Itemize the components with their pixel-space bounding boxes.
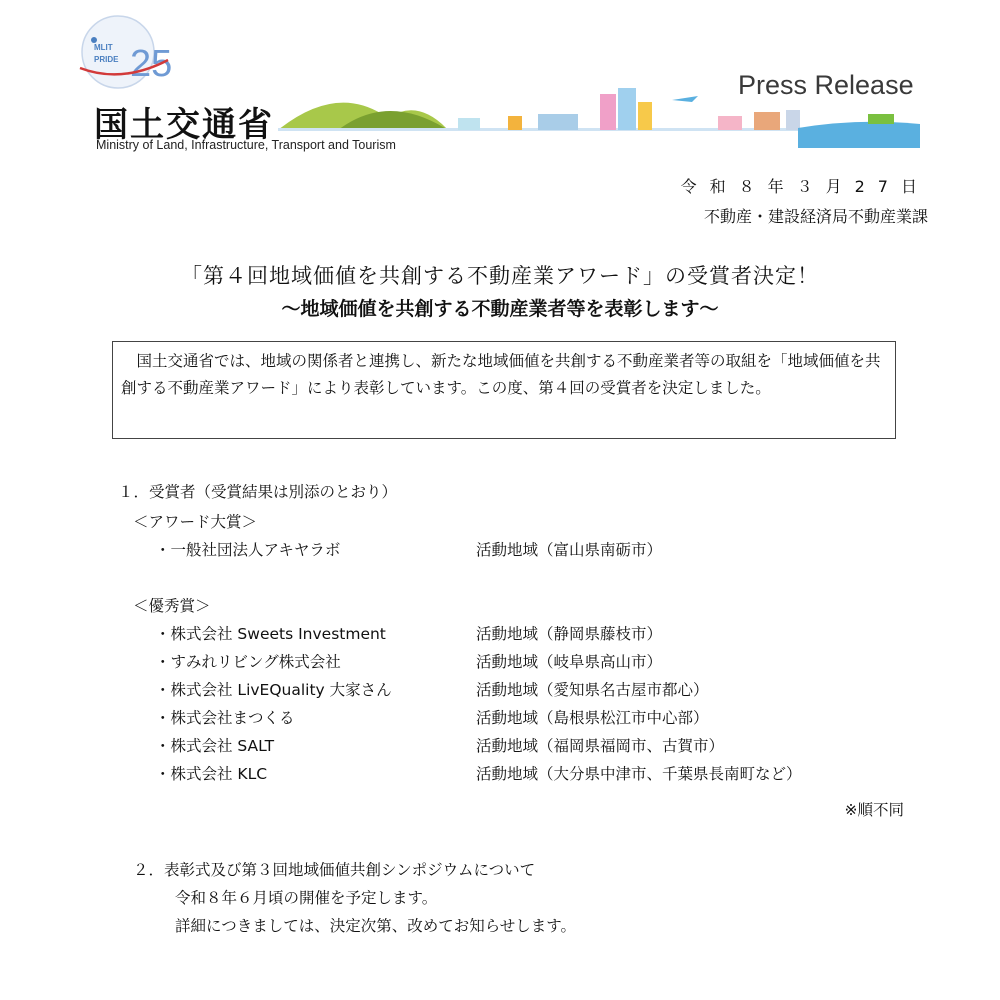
excellence-name: ・株式会社 SALT [155,737,275,755]
excellence-name: ・株式会社 LivEQuality 大家さん [155,681,392,699]
excellence-area: 活動地域（愛知県名古屋市都心） [476,681,709,699]
svg-text:MLIT: MLIT [94,43,113,52]
page-title: 「第４回地域価値を共創する不動産業アワード」の受賞者決定！ [181,264,819,288]
department: 不動産・建設経済局不動産業課 [703,207,928,226]
summary-box [112,341,896,439]
mlit-pride-25-logo [72,10,182,96]
landscape-illustration [278,88,920,148]
excellence-area: 活動地域（岐阜県高山市） [476,653,663,671]
org-name-en: Ministry of Land, Infrastructure, Transport and Tourism [96,138,396,152]
summary-text: 国土交通省では、地域の関係者と連携し、新たな地域価値を共創する不動産業者等の取組を「地域価値を共創する不動産業アワード」により表彰しています。この度、第４回の受賞者を決定しました。 [121,352,881,397]
press-release-label: Press Release [738,70,914,100]
excellence-name: ・すみれリビング株式会社 [155,653,341,671]
order-note: ※順不同 [844,801,904,819]
grand-prize-area: 活動地域（富山県南砺市） [476,541,663,559]
section2-heading: ２．表彰式及び第３回地域価値共創シンポジウムについて [133,861,536,879]
excellence-name: ・株式会社 Sweets Investment [155,625,386,643]
release-date: 令和８年３月27日 [680,177,930,196]
excellence-area: 活動地域（福岡県福岡市、古賀市） [476,737,725,755]
excellence-label: ＜優秀賞＞ [133,597,211,615]
excellence-area: 活動地域（大分県中津市、千葉県長南町など） [476,765,802,783]
section2-line: 詳細につきましては、決定次第、改めてお知らせします。 [175,917,576,935]
svg-text:25: 25 [130,43,173,85]
page-subtitle: ～地域価値を共創する不動産業者等を表彰します～ [281,298,719,320]
grand-prize-name: ・一般社団法人アキヤラボ [155,541,341,559]
excellence-name: ・株式会社 KLC [155,765,268,783]
svg-text:PRIDE: PRIDE [94,55,119,64]
excellence-area: 活動地域（静岡県藤枝市） [476,625,663,643]
grand-prize-label: ＜アワード大賞＞ [133,513,258,531]
excellence-name: ・株式会社まつくる [155,709,295,727]
section1-heading: １．受賞者（受賞結果は別添のとおり） [118,483,398,501]
section2-line: 令和８年６月頃の開催を予定します。 [175,889,438,907]
org-name-ja: 国土交通省 [94,105,274,145]
excellence-area: 活動地域（島根県松江市中心部） [476,709,709,727]
